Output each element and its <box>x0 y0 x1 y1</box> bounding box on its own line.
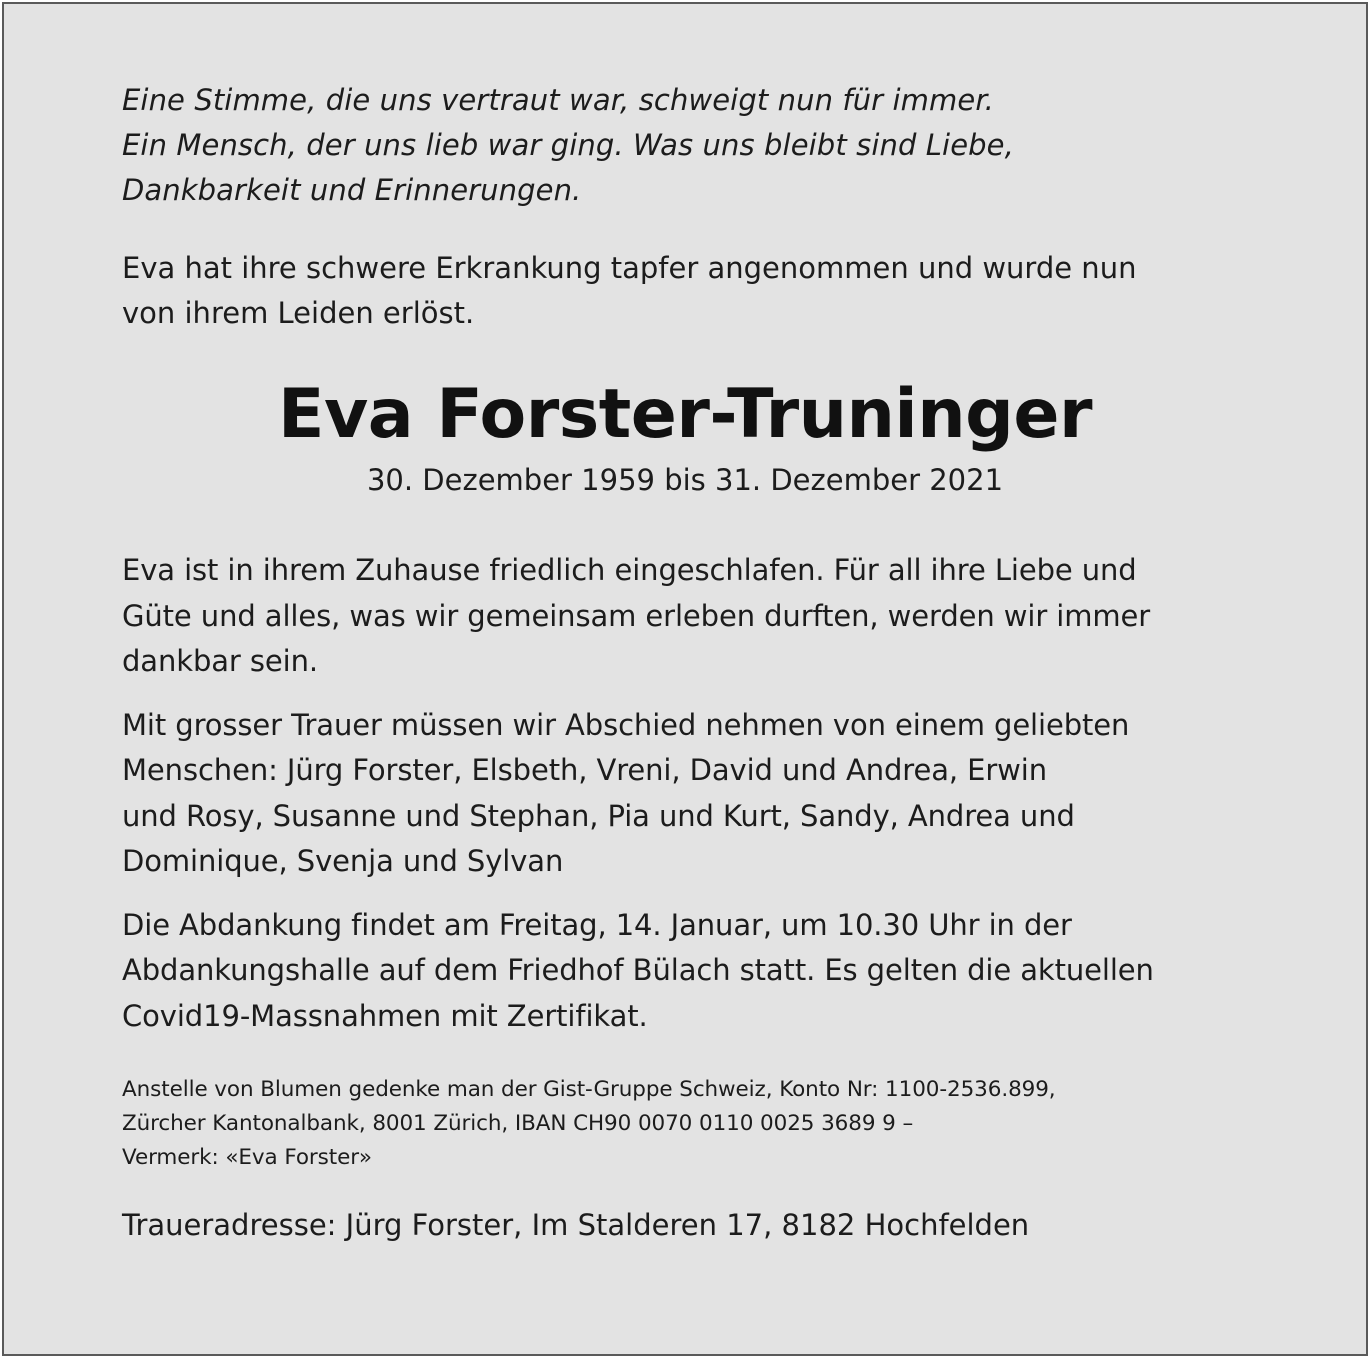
poem-line: Ein Mensch, der uns lieb war ging. Was uns bleibt sind Liebe, <box>122 128 1014 162</box>
intro-line: von ihrem Leiden erlöst. <box>122 296 475 330</box>
paragraph-line: Eva ist in ihrem Zuhause friedlich eingeschlafen. Für all ihre Liebe und <box>122 553 1137 587</box>
mourning-address: Traueradresse: Jürg Forster, Im Stalderen 17, 8182 Hochfelden <box>122 1208 1030 1242</box>
life-dates: 30. Dezember 1959 bis 31. Dezember 2021 <box>366 463 1004 497</box>
notice-content <box>122 78 1302 1248</box>
paragraph-line: Die Abdankung findet am Freitag, 14. Januar, um 10.30 Uhr in der <box>122 907 1072 942</box>
donation-note <box>122 1073 1302 1175</box>
donation-line: Zürcher Kantonalbank, 8001 Zürich, IBAN CH90 0070 0110 0025 3689 9 – <box>122 1111 914 1136</box>
memorial-poem <box>122 78 1302 213</box>
paragraph-line: Güte und alles, was wir gemeinsam erleben durften, werden wir immer <box>122 598 1151 633</box>
mourners-paragraph <box>122 703 1302 885</box>
paragraph-line: Covid19-Massnahmen mit Zertifikat. <box>122 998 648 1033</box>
intro-paragraph <box>122 246 1302 336</box>
intro-line: Eva hat ihre schwere Erkrankung tapfer angenommen und wurde nun <box>122 251 1137 285</box>
donation-line: Vermerk: «Eva Forster» <box>122 1145 372 1170</box>
paragraph-line: Mit grosser Trauer müssen wir Abschied nehmen von einem geliebten <box>122 707 1130 742</box>
passing-paragraph <box>122 548 1302 685</box>
donation-line: Anstelle von Blumen gedenke man der Gist-Gruppe Schweiz, Konto Nr: 1100-2536.899, <box>122 1077 1056 1102</box>
paragraph-line: dankbar sein. <box>122 644 318 678</box>
paragraph-line: Abdankungshalle auf dem Friedhof Bülach statt. Es gelten die aktuellen <box>122 953 1154 987</box>
funeral-service-paragraph <box>122 903 1302 1040</box>
poem-line: Dankbarkeit und Erinnerungen. <box>122 173 582 207</box>
obituary-notice <box>2 2 1368 1356</box>
paragraph-line: und Rosy, Susanne und Stephan, Pia und Kurt, Sandy, Andrea und <box>122 798 1075 833</box>
deceased-name: Eva Forster-Truninger <box>278 375 1092 454</box>
paragraph-line: Dominique, Svenja und Sylvan <box>122 844 564 878</box>
paragraph-line: Menschen: Jürg Forster, Elsbeth, Vreni, David und Andrea, Erwin <box>122 753 1048 787</box>
poem-line: Eine Stimme, die uns vertraut war, schweigt nun für immer. <box>122 83 995 117</box>
